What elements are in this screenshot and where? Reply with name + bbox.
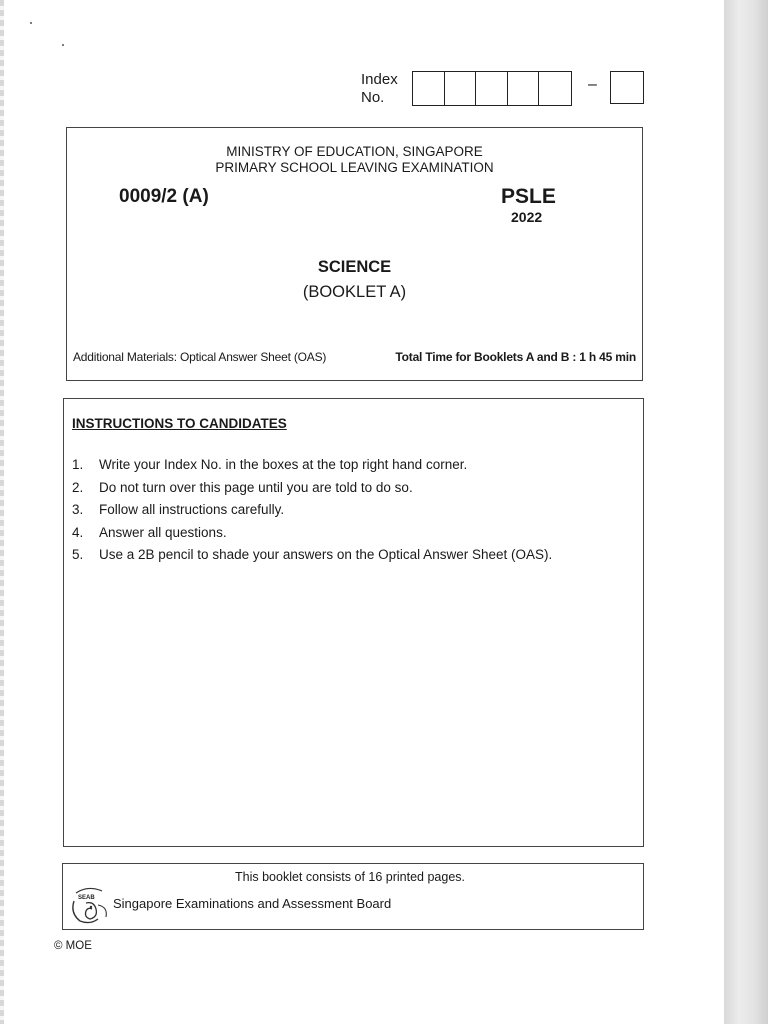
exam-name: PSLE <box>501 185 556 208</box>
additional-materials: Additional Materials: Optical Answer Sheet (OAS) <box>73 350 327 364</box>
instruction-text: Do not turn over this page until you are told to do so. <box>99 479 413 495</box>
page-count-note: This booklet consists of 16 printed pages. <box>235 870 465 884</box>
instruction-text: Write your Index No. in the boxes at the top right hand corner. <box>99 457 468 472</box>
booklet-footer-box <box>62 863 644 930</box>
index-digit-box[interactable] <box>413 72 445 105</box>
index-number-label: Index No. <box>361 71 398 106</box>
seab-logo-text: SEAB <box>78 895 95 901</box>
index-digit-box[interactable] <box>539 72 571 105</box>
index-digit-box[interactable] <box>476 72 508 105</box>
paper-code: 0009/2 (A) <box>119 186 209 207</box>
index-digit-box[interactable] <box>445 72 477 105</box>
instructions-box <box>63 398 644 847</box>
seab-logo-icon <box>68 883 114 925</box>
instruction-item <box>72 544 552 567</box>
instruction-item <box>72 454 552 477</box>
index-check-box[interactable] <box>610 71 644 104</box>
instruction-item <box>72 499 552 522</box>
booklet-label: (BOOKLET A) <box>302 283 407 301</box>
exam-header-box <box>66 127 643 381</box>
instruction-item <box>72 522 552 545</box>
ministry-heading: MINISTRY OF EDUCATION, SINGAPORE PRIMARY SCHOOL LEAVING EXAMINATION <box>215 144 494 175</box>
scan-speck <box>62 44 64 46</box>
instruction-text: Answer all questions. <box>99 524 227 540</box>
instruction-number: 1. <box>72 457 84 472</box>
instruction-text: Use a 2B pencil to shade your answers on the Optical Answer Sheet (OAS). <box>99 547 553 563</box>
instructions-list <box>72 454 552 567</box>
instruction-number: 4. <box>72 524 84 540</box>
exam-year: 2022 <box>511 209 543 225</box>
instruction-number: 3. <box>72 502 84 518</box>
instruction-number: 5. <box>72 547 84 563</box>
total-time: Total Time for Booklets A and B : 1 h 45 min <box>395 350 636 364</box>
index-number-boxes[interactable] <box>412 71 572 106</box>
index-dash: – <box>588 76 597 93</box>
scan-background <box>724 0 768 1024</box>
instruction-item <box>72 477 552 500</box>
board-name: Singapore Examinations and Assessment Board <box>113 896 392 911</box>
instruction-number: 2. <box>72 479 84 495</box>
scan-speck <box>30 22 32 24</box>
instructions-title: INSTRUCTIONS TO CANDIDATES <box>72 416 287 431</box>
index-digit-box[interactable] <box>508 72 540 105</box>
copyright: © MOE <box>54 940 92 952</box>
subject-title: SCIENCE <box>317 258 392 276</box>
perforated-edge <box>0 0 4 1024</box>
instruction-text: Follow all instructions carefully. <box>99 502 285 518</box>
